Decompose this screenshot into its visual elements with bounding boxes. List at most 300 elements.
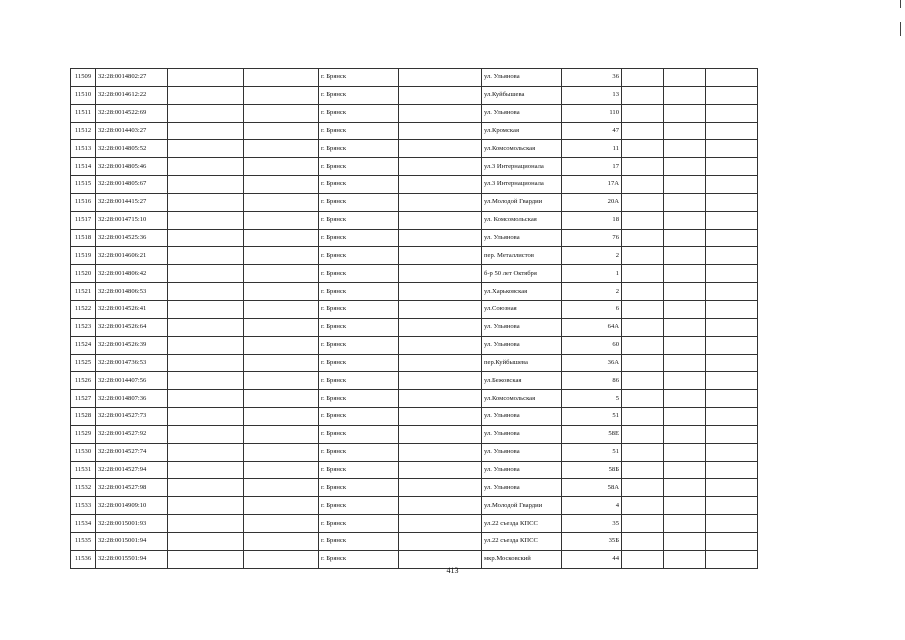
house-number-cell: 18 [562,211,622,229]
record-number-cell: 11511 [71,104,96,122]
empty-cell [399,176,482,194]
empty-cell [622,515,664,533]
house-number-cell: 36А [562,354,622,372]
cadastral-number-cell: 32:28:0014527:94 [96,461,168,479]
table-row [71,69,758,87]
house-number-cell: 6 [562,300,622,318]
cadastral-number-cell: 32:28:0014407:56 [96,372,168,390]
scan-edge-mark-top [900,0,901,8]
record-number-cell: 11512 [71,122,96,140]
empty-cell [399,158,482,176]
cadastral-number-cell: 32:28:0014806:53 [96,283,168,301]
table-row [71,104,758,122]
cadastral-number-cell: 32:28:0014805:52 [96,140,168,158]
empty-cell [664,122,706,140]
street-cell: ул.Бежовская [482,372,562,390]
city-cell: г. Брянск [319,283,399,301]
empty-cell [706,532,758,550]
registry-table [70,68,758,569]
empty-cell [622,372,664,390]
city-cell: г. Брянск [319,354,399,372]
empty-cell [399,265,482,283]
empty-cell [399,122,482,140]
empty-cell [168,318,244,336]
record-number-cell: 11528 [71,408,96,426]
empty-cell [399,336,482,354]
street-cell: ул. Ульянова [482,69,562,87]
house-number-cell: 17 [562,158,622,176]
empty-cell [664,265,706,283]
street-cell: ул.Комсомольская [482,140,562,158]
record-number-cell: 11525 [71,354,96,372]
record-number-cell: 11536 [71,550,96,568]
cadastral-number-cell: 32:28:0014526:39 [96,336,168,354]
empty-cell [664,497,706,515]
empty-cell [622,193,664,211]
city-cell: г. Брянск [319,497,399,515]
empty-cell [622,122,664,140]
cadastral-number-cell: 32:28:0014715:10 [96,211,168,229]
empty-cell [244,390,319,408]
table-row [71,158,758,176]
empty-cell [664,69,706,87]
table-row [71,443,758,461]
empty-cell [244,372,319,390]
city-cell: г. Брянск [319,104,399,122]
empty-cell [706,372,758,390]
street-cell: б-р 50 лет Октября [482,265,562,283]
empty-cell [622,69,664,87]
empty-cell [168,443,244,461]
empty-cell [244,425,319,443]
record-number-cell: 11515 [71,176,96,194]
empty-cell [399,283,482,301]
empty-cell [664,354,706,372]
empty-cell [399,515,482,533]
empty-cell [399,104,482,122]
table-row [71,211,758,229]
empty-cell [168,229,244,247]
scan-edge-mark-bottom [900,22,901,36]
city-cell: г. Брянск [319,515,399,533]
empty-cell [399,443,482,461]
table-row [71,461,758,479]
empty-cell [168,140,244,158]
empty-cell [706,390,758,408]
cadastral-number-cell: 32:28:0014806:42 [96,265,168,283]
empty-cell [399,497,482,515]
cadastral-number-cell: 32:28:0014403:27 [96,122,168,140]
empty-cell [622,336,664,354]
registry-table-body [71,69,758,569]
record-number-cell: 11535 [71,532,96,550]
empty-cell [244,300,319,318]
city-cell: г. Брянск [319,247,399,265]
city-cell: г. Брянск [319,176,399,194]
city-cell: г. Брянск [319,300,399,318]
street-cell: ул.22 съезда КПСС [482,515,562,533]
empty-cell [622,390,664,408]
street-cell: ул. Ульянова [482,408,562,426]
record-number-cell: 11529 [71,425,96,443]
empty-cell [622,211,664,229]
street-cell: пер.Куйбышева [482,354,562,372]
house-number-cell: 2 [562,247,622,265]
street-cell: ул.Кромская [482,122,562,140]
empty-cell [664,283,706,301]
table-row [71,425,758,443]
empty-cell [664,176,706,194]
city-cell: г. Брянск [319,408,399,426]
city-cell: г. Брянск [319,229,399,247]
street-cell: ул.Молодой Гвардии [482,497,562,515]
house-number-cell: 36 [562,69,622,87]
empty-cell [244,461,319,479]
house-number-cell: 47 [562,122,622,140]
empty-cell [168,247,244,265]
empty-cell [399,479,482,497]
cadastral-number-cell: 32:28:0014805:46 [96,158,168,176]
empty-cell [399,425,482,443]
house-number-cell: 64А [562,318,622,336]
cadastral-number-cell: 32:28:0014526:41 [96,300,168,318]
empty-cell [168,425,244,443]
city-cell: г. Брянск [319,193,399,211]
cadastral-number-cell: 32:28:0014805:67 [96,176,168,194]
house-number-cell: 51 [562,408,622,426]
house-number-cell: 11 [562,140,622,158]
empty-cell [244,211,319,229]
empty-cell [622,354,664,372]
empty-cell [664,425,706,443]
empty-cell [244,318,319,336]
empty-cell [244,176,319,194]
cadastral-number-cell: 32:28:0014527:98 [96,479,168,497]
table-row [71,318,758,336]
empty-cell [622,265,664,283]
empty-cell [168,461,244,479]
record-number-cell: 11520 [71,265,96,283]
city-cell: г. Брянск [319,122,399,140]
empty-cell [706,283,758,301]
empty-cell [399,211,482,229]
empty-cell [664,86,706,104]
empty-cell [168,300,244,318]
empty-cell [706,140,758,158]
empty-cell [706,318,758,336]
empty-cell [622,176,664,194]
street-cell: ул.22 съезда КПСС [482,532,562,550]
empty-cell [706,229,758,247]
empty-cell [399,69,482,87]
city-cell: г. Брянск [319,69,399,87]
empty-cell [168,176,244,194]
cadastral-number-cell: 32:28:0014415:27 [96,193,168,211]
cadastral-number-cell: 32:28:0014527:92 [96,425,168,443]
house-number-cell: 17А [562,176,622,194]
empty-cell [706,211,758,229]
street-cell: ул.Союзная [482,300,562,318]
empty-cell [664,515,706,533]
record-number-cell: 11514 [71,158,96,176]
city-cell: г. Брянск [319,532,399,550]
street-cell: ул.Харьковская [482,283,562,301]
house-number-cell: 76 [562,229,622,247]
empty-cell [168,158,244,176]
empty-cell [622,479,664,497]
city-cell: г. Брянск [319,550,399,568]
empty-cell [622,229,664,247]
street-cell: ул. Ульянова [482,336,562,354]
cadastral-number-cell: 32:28:0015001:94 [96,532,168,550]
empty-cell [664,158,706,176]
empty-cell [706,300,758,318]
empty-cell [244,158,319,176]
empty-cell [244,497,319,515]
cadastral-number-cell: 32:28:0014807:36 [96,390,168,408]
empty-cell [244,104,319,122]
empty-cell [244,229,319,247]
table-row [71,265,758,283]
empty-cell [622,104,664,122]
cadastral-number-cell: 32:28:0014612:22 [96,86,168,104]
house-number-cell: 2 [562,283,622,301]
empty-cell [664,372,706,390]
empty-cell [664,390,706,408]
empty-cell [622,425,664,443]
house-number-cell: 44 [562,550,622,568]
empty-cell [622,443,664,461]
city-cell: г. Брянск [319,425,399,443]
cadastral-number-cell: 32:28:0014606:21 [96,247,168,265]
empty-cell [399,300,482,318]
empty-cell [168,408,244,426]
empty-cell [168,372,244,390]
empty-cell [664,336,706,354]
cadastral-number-cell: 32:28:0014527:73 [96,408,168,426]
empty-cell [168,122,244,140]
city-cell: г. Брянск [319,479,399,497]
empty-cell [706,193,758,211]
empty-cell [622,497,664,515]
empty-cell [168,283,244,301]
table-row [71,336,758,354]
house-number-cell: 58Е [562,425,622,443]
house-number-cell: 60 [562,336,622,354]
empty-cell [399,318,482,336]
empty-cell [399,193,482,211]
empty-cell [664,211,706,229]
cadastral-number-cell: 32:28:0014736:53 [96,354,168,372]
empty-cell [244,140,319,158]
empty-cell [706,461,758,479]
empty-cell [244,86,319,104]
street-cell: ул. Ульянова [482,461,562,479]
city-cell: г. Брянск [319,390,399,408]
table-row [71,354,758,372]
record-number-cell: 11524 [71,336,96,354]
empty-cell [244,479,319,497]
empty-cell [664,479,706,497]
empty-cell [168,390,244,408]
city-cell: г. Брянск [319,86,399,104]
empty-cell [399,408,482,426]
empty-cell [706,69,758,87]
empty-cell [664,300,706,318]
table-row [71,497,758,515]
empty-cell [399,372,482,390]
street-cell: ул.3 Интернационала [482,176,562,194]
empty-cell [244,122,319,140]
record-number-cell: 11509 [71,69,96,87]
record-number-cell: 11530 [71,443,96,461]
empty-cell [168,515,244,533]
table-row [71,176,758,194]
table-row [71,408,758,426]
page-number: 413 [446,566,459,575]
empty-cell [706,122,758,140]
empty-cell [706,479,758,497]
empty-cell [706,104,758,122]
empty-cell [664,193,706,211]
city-cell: г. Брянск [319,461,399,479]
street-cell: ул. Ульянова [482,479,562,497]
city-cell: г. Брянск [319,443,399,461]
record-number-cell: 11510 [71,86,96,104]
street-cell: ул.Комсомольская [482,390,562,408]
empty-cell [168,193,244,211]
house-number-cell: 5 [562,390,622,408]
empty-cell [244,515,319,533]
street-cell: ул.Куйбышева [482,86,562,104]
table-row [71,479,758,497]
empty-cell [706,515,758,533]
record-number-cell: 11518 [71,229,96,247]
street-cell: ул. Комсомольская [482,211,562,229]
empty-cell [168,69,244,87]
empty-cell [622,318,664,336]
empty-cell [622,247,664,265]
empty-cell [168,265,244,283]
house-number-cell: 110 [562,104,622,122]
record-number-cell: 11522 [71,300,96,318]
record-number-cell: 11513 [71,140,96,158]
empty-cell [168,354,244,372]
street-cell: ул. Ульянова [482,443,562,461]
city-cell: г. Брянск [319,372,399,390]
empty-cell [706,425,758,443]
cadastral-number-cell: 32:28:0014526:64 [96,318,168,336]
house-number-cell: 20А [562,193,622,211]
record-number-cell: 11533 [71,497,96,515]
house-number-cell: 35 [562,515,622,533]
empty-cell [168,497,244,515]
empty-cell [622,532,664,550]
table-row [71,86,758,104]
empty-cell [244,408,319,426]
empty-cell [168,532,244,550]
empty-cell [399,354,482,372]
record-number-cell: 11521 [71,283,96,301]
street-cell: ул. Ульянова [482,229,562,247]
empty-cell [168,479,244,497]
city-cell: г. Брянск [319,318,399,336]
street-cell: ул.3 Интернационала [482,158,562,176]
empty-cell [706,354,758,372]
table-row [71,122,758,140]
empty-cell [168,336,244,354]
cadastral-number-cell: 32:28:0014525:36 [96,229,168,247]
empty-cell [244,532,319,550]
street-cell: ул. Ульянова [482,425,562,443]
empty-cell [244,283,319,301]
house-number-cell: 35Б [562,532,622,550]
city-cell: г. Брянск [319,158,399,176]
table-row [71,532,758,550]
table-row [71,247,758,265]
street-cell: ул. Ульянова [482,318,562,336]
empty-cell [168,86,244,104]
empty-cell [244,354,319,372]
empty-cell [664,104,706,122]
table-row [71,193,758,211]
empty-cell [622,283,664,301]
empty-cell [622,408,664,426]
empty-cell [706,443,758,461]
city-cell: г. Брянск [319,211,399,229]
house-number-cell: 13 [562,86,622,104]
table-row [71,283,758,301]
cadastral-number-cell: 32:28:0014909:10 [96,497,168,515]
record-number-cell: 11517 [71,211,96,229]
street-cell: пер. Металлистов [482,247,562,265]
city-cell: г. Брянск [319,140,399,158]
empty-cell [664,408,706,426]
empty-cell [706,158,758,176]
table-row [71,140,758,158]
empty-cell [664,318,706,336]
empty-cell [244,247,319,265]
empty-cell [244,443,319,461]
street-cell: ул. Ульянова [482,104,562,122]
empty-cell [168,104,244,122]
empty-cell [664,140,706,158]
empty-cell [622,158,664,176]
empty-cell [664,532,706,550]
empty-cell [244,336,319,354]
house-number-cell: 58А [562,479,622,497]
house-number-cell: 4 [562,497,622,515]
empty-cell [399,390,482,408]
empty-cell [244,193,319,211]
empty-cell [706,497,758,515]
empty-cell [706,86,758,104]
empty-cell [399,247,482,265]
house-number-cell: 51 [562,443,622,461]
empty-cell [706,176,758,194]
table-row [71,300,758,318]
empty-cell [622,300,664,318]
cadastral-number-cell: 32:28:0014802:27 [96,69,168,87]
table-row [71,515,758,533]
record-number-cell: 11527 [71,390,96,408]
empty-cell [244,69,319,87]
record-number-cell: 11523 [71,318,96,336]
empty-cell [622,461,664,479]
empty-cell [664,247,706,265]
city-cell: г. Брянск [319,265,399,283]
house-number-cell: 58Б [562,461,622,479]
